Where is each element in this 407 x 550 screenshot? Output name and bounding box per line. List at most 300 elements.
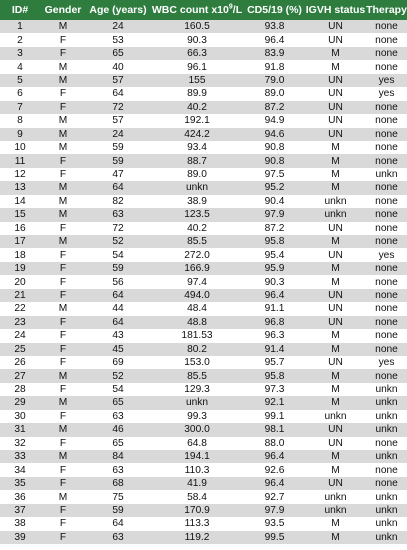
cell-age: 82 [86,195,150,208]
cell-cd5-19: 95.9 [244,262,305,275]
cell-cd5-19: 90.4 [244,195,305,208]
cell-gender: M [40,490,86,503]
cell-age: 56 [86,275,150,288]
cell-cd5-19: 97.9 [244,208,305,221]
table-row [0,450,407,463]
cell-age: 65 [86,396,150,409]
table-row [0,504,407,517]
cell-id: 29 [0,396,40,409]
cell-cd5-19: 91.1 [244,302,305,315]
cell-age: 52 [86,369,150,382]
cell-therapy: none [366,477,407,490]
cell-igvh: UN [305,437,366,450]
cell-wbc: unkn [150,181,244,194]
cell-cd5-19: 93.8 [244,20,305,33]
cell-therapy: unkn [366,383,407,396]
header-igvh: IGVH status [305,0,366,20]
cell-igvh: M [305,154,366,167]
cell-igvh: UN [305,316,366,329]
cell-age: 64 [86,316,150,329]
cell-igvh: M [305,463,366,476]
cell-cd5-19: 92.6 [244,463,305,476]
cell-cd5-19: 87.2 [244,222,305,235]
cell-cd5-19: 91.4 [244,343,305,356]
cell-age: 64 [86,517,150,530]
cell-gender: F [40,47,86,60]
cell-id: 9 [0,128,40,141]
cell-igvh: M [305,369,366,382]
table-row [0,289,407,302]
cell-wbc: 93.4 [150,141,244,154]
cell-therapy: none [366,275,407,288]
cell-id: 31 [0,423,40,436]
cell-cd5-19: 79.0 [244,74,305,87]
cell-igvh: M [305,181,366,194]
cell-gender: F [40,463,86,476]
cell-therapy: none [366,463,407,476]
cell-age: 68 [86,477,150,490]
cell-igvh: UN [305,74,366,87]
header-row [0,0,407,20]
cell-id: 14 [0,195,40,208]
cell-cd5-19: 92.1 [244,396,305,409]
cell-therapy: none [366,195,407,208]
cell-gender: F [40,101,86,114]
table-row [0,477,407,490]
cell-igvh: M [305,383,366,396]
cell-wbc: 155 [150,74,244,87]
cell-id: 38 [0,517,40,530]
cell-gender: M [40,74,86,87]
cell-therapy: none [366,329,407,342]
cell-gender: F [40,410,86,423]
cell-cd5-19: 83.9 [244,47,305,60]
cell-igvh: M [305,235,366,248]
cell-age: 24 [86,128,150,141]
header-cd5-19: CD5/19 (%) [244,0,305,20]
cell-gender: F [40,517,86,530]
cell-id: 32 [0,437,40,450]
cell-cd5-19: 98.1 [244,423,305,436]
table-row [0,20,407,33]
table-row [0,154,407,167]
cell-cd5-19: 94.6 [244,128,305,141]
cell-gender: M [40,208,86,221]
cell-cd5-19: 92.7 [244,490,305,503]
cell-id: 21 [0,289,40,302]
cell-cd5-19: 99.5 [244,531,305,544]
cell-age: 44 [86,302,150,315]
cell-wbc: 113.3 [150,517,244,530]
cell-therapy: none [366,128,407,141]
cell-cd5-19: 95.2 [244,181,305,194]
cell-cd5-19: 97.3 [244,383,305,396]
cell-therapy: yes [366,356,407,369]
cell-age: 63 [86,208,150,221]
table-row [0,47,407,60]
cell-id: 19 [0,262,40,275]
cell-gender: M [40,423,86,436]
cell-therapy: none [366,154,407,167]
table-row [0,490,407,503]
cell-wbc: 97.4 [150,275,244,288]
cell-gender: F [40,316,86,329]
table-row [0,114,407,127]
cell-cd5-19: 95.4 [244,248,305,261]
table-row [0,195,407,208]
cell-gender: M [40,195,86,208]
cell-cd5-19: 96.4 [244,289,305,302]
table-body [0,20,407,544]
cell-cd5-19: 95.8 [244,369,305,382]
table-row [0,410,407,423]
table-row [0,222,407,235]
cell-therapy: unkn [366,504,407,517]
cell-id: 35 [0,477,40,490]
cell-igvh: M [305,47,366,60]
cell-igvh: M [305,329,366,342]
cell-igvh: UN [305,423,366,436]
table-row [0,423,407,436]
cell-age: 53 [86,33,150,46]
cell-igvh: M [305,450,366,463]
cell-therapy: unkn [366,396,407,409]
cell-therapy: none [366,369,407,382]
cell-igvh: M [305,262,366,275]
cell-id: 23 [0,316,40,329]
cell-gender: M [40,20,86,33]
cell-cd5-19: 90.8 [244,141,305,154]
cell-age: 65 [86,47,150,60]
cell-age: 52 [86,235,150,248]
cell-therapy: none [366,114,407,127]
cell-wbc: 48.8 [150,316,244,329]
cell-therapy: none [366,208,407,221]
cell-gender: F [40,329,86,342]
cell-igvh: M [305,343,366,356]
cell-gender: F [40,33,86,46]
cell-id: 25 [0,343,40,356]
cell-igvh: UN [305,222,366,235]
cell-age: 72 [86,222,150,235]
cell-age: 59 [86,504,150,517]
cell-wbc: 85.5 [150,369,244,382]
cell-wbc: 40.2 [150,222,244,235]
cell-gender: F [40,437,86,450]
cell-cd5-19: 97.9 [244,504,305,517]
cell-gender: F [40,531,86,544]
cell-id: 10 [0,141,40,154]
cell-wbc: 96.1 [150,60,244,73]
cell-cd5-19: 97.5 [244,168,305,181]
table-row [0,235,407,248]
cell-cd5-19: 94.9 [244,114,305,127]
cell-igvh: UN [305,87,366,100]
table-row [0,168,407,181]
table-row [0,74,407,87]
cell-wbc: 424.2 [150,128,244,141]
cell-id: 39 [0,531,40,544]
cell-id: 22 [0,302,40,315]
header-id: ID# [0,0,40,20]
cell-cd5-19: 90.8 [244,154,305,167]
cell-igvh: unkn [305,195,366,208]
cell-therapy: unkn [366,168,407,181]
cell-age: 59 [86,262,150,275]
cell-therapy: yes [366,74,407,87]
cell-gender: M [40,369,86,382]
table-row [0,329,407,342]
cell-cd5-19: 95.8 [244,235,305,248]
table-row [0,128,407,141]
cell-id: 2 [0,33,40,46]
cell-age: 64 [86,181,150,194]
cell-igvh: UN [305,289,366,302]
cell-age: 59 [86,141,150,154]
table-row [0,181,407,194]
header-wbc-prefix: WBC count x10 [151,4,229,16]
header-age: Age (years) [86,0,150,20]
cell-age: 63 [86,410,150,423]
cell-id: 11 [0,154,40,167]
table-row [0,141,407,154]
cell-therapy: unkn [366,423,407,436]
cell-age: 54 [86,248,150,261]
cell-igvh: UN [305,302,366,315]
cell-id: 13 [0,181,40,194]
table-row [0,517,407,530]
cell-therapy: yes [366,87,407,100]
cell-id: 20 [0,275,40,288]
cell-therapy: unkn [366,490,407,503]
cell-igvh: UN [305,356,366,369]
cell-age: 59 [86,154,150,167]
cell-id: 1 [0,20,40,33]
cell-age: 43 [86,329,150,342]
cell-gender: M [40,141,86,154]
cell-therapy: unkn [366,450,407,463]
cell-id: 18 [0,248,40,261]
cell-therapy: none [366,289,407,302]
cell-wbc: 88.7 [150,154,244,167]
cell-wbc: 58.4 [150,490,244,503]
cell-wbc: 181.53 [150,329,244,342]
cell-id: 24 [0,329,40,342]
cell-igvh: M [305,275,366,288]
cell-igvh: UN [305,20,366,33]
cell-id: 33 [0,450,40,463]
cell-age: 46 [86,423,150,436]
cell-therapy: yes [366,248,407,261]
cell-gender: M [40,60,86,73]
cell-id: 17 [0,235,40,248]
table-row [0,356,407,369]
cell-age: 47 [86,168,150,181]
cell-wbc: 192.1 [150,114,244,127]
cell-igvh: M [305,531,366,544]
header-wbc-sup: 9 [228,3,233,11]
cell-cd5-19: 96.4 [244,33,305,46]
cell-gender: F [40,343,86,356]
cell-igvh: unkn [305,504,366,517]
cell-cd5-19: 96.4 [244,477,305,490]
cell-id: 28 [0,383,40,396]
cell-cd5-19: 87.2 [244,101,305,114]
cell-igvh: UN [305,128,366,141]
cell-therapy: unkn [366,531,407,544]
cell-therapy: none [366,47,407,60]
cell-gender: F [40,222,86,235]
cell-wbc: 64.8 [150,437,244,450]
cell-wbc: 123.5 [150,208,244,221]
table-row [0,437,407,450]
cell-age: 63 [86,531,150,544]
cell-wbc: 170.9 [150,504,244,517]
cell-igvh: unkn [305,490,366,503]
cell-wbc: unkn [150,396,244,409]
cell-age: 40 [86,60,150,73]
table-row [0,60,407,73]
cell-gender: F [40,383,86,396]
cell-gender: F [40,154,86,167]
cell-age: 69 [86,356,150,369]
cell-igvh: UN [305,101,366,114]
table-row [0,275,407,288]
cell-igvh: unkn [305,410,366,423]
cell-id: 5 [0,74,40,87]
table-row [0,302,407,315]
table-row [0,248,407,261]
table-row [0,383,407,396]
cell-id: 8 [0,114,40,127]
cell-id: 4 [0,60,40,73]
cell-id: 12 [0,168,40,181]
cell-therapy: none [366,316,407,329]
cell-wbc: 160.5 [150,20,244,33]
cell-gender: F [40,504,86,517]
table-row [0,316,407,329]
cell-gender: M [40,235,86,248]
cell-wbc: 300.0 [150,423,244,436]
cell-gender: M [40,396,86,409]
cell-igvh: UN [305,33,366,46]
cell-age: 64 [86,87,150,100]
cell-wbc: 99.3 [150,410,244,423]
cell-id: 3 [0,47,40,60]
cell-cd5-19: 96.8 [244,316,305,329]
cell-therapy: none [366,262,407,275]
cell-id: 6 [0,87,40,100]
cell-id: 7 [0,101,40,114]
cell-gender: M [40,114,86,127]
cell-cd5-19: 95.7 [244,356,305,369]
cell-wbc: 494.0 [150,289,244,302]
cell-igvh: M [305,396,366,409]
cell-wbc: 41.9 [150,477,244,490]
cell-gender: M [40,181,86,194]
cell-therapy: none [366,235,407,248]
cell-therapy: none [366,20,407,33]
cell-igvh: M [305,168,366,181]
cell-id: 34 [0,463,40,476]
cell-cd5-19: 91.8 [244,60,305,73]
cell-age: 64 [86,289,150,302]
cell-igvh: UN [305,477,366,490]
cell-age: 54 [86,383,150,396]
header-wbc [150,0,244,20]
cell-wbc: 40.2 [150,101,244,114]
cell-gender: F [40,356,86,369]
cell-wbc: 80.2 [150,343,244,356]
table-row [0,208,407,221]
cell-cd5-19: 89.0 [244,87,305,100]
cell-cd5-19: 96.4 [244,450,305,463]
cell-wbc: 272.0 [150,248,244,261]
header-gender: Gender [40,0,86,20]
cell-gender: F [40,262,86,275]
cell-wbc: 66.3 [150,47,244,60]
cell-age: 84 [86,450,150,463]
cell-wbc: 119.2 [150,531,244,544]
cell-wbc: 38.9 [150,195,244,208]
table-row [0,463,407,476]
table-header [0,0,407,20]
cell-age: 24 [86,20,150,33]
cell-igvh: M [305,517,366,530]
table-row [0,396,407,409]
cell-therapy: unkn [366,517,407,530]
cell-wbc: 194.1 [150,450,244,463]
cell-id: 16 [0,222,40,235]
table-row [0,262,407,275]
cell-age: 72 [86,101,150,114]
cell-id: 15 [0,208,40,221]
header-wbc-suffix: /L [232,4,243,16]
cell-gender: F [40,289,86,302]
table-row [0,33,407,46]
cell-id: 36 [0,490,40,503]
cell-igvh: M [305,60,366,73]
cell-therapy: none [366,101,407,114]
cell-age: 65 [86,437,150,450]
cell-gender: M [40,302,86,315]
cell-gender: F [40,248,86,261]
cell-gender: M [40,450,86,463]
cell-igvh: UN [305,114,366,127]
cell-age: 57 [86,74,150,87]
cell-age: 63 [86,463,150,476]
cell-cd5-19: 88.0 [244,437,305,450]
cell-id: 27 [0,369,40,382]
table-row [0,87,407,100]
header-therapy: Therapy [366,0,407,20]
cell-id: 37 [0,504,40,517]
cell-wbc: 90.3 [150,33,244,46]
cell-wbc: 153.0 [150,356,244,369]
cell-cd5-19: 99.1 [244,410,305,423]
cell-gender: F [40,168,86,181]
cell-cd5-19: 93.5 [244,517,305,530]
cell-wbc: 85.5 [150,235,244,248]
cell-wbc: 89.0 [150,168,244,181]
cell-therapy: none [366,437,407,450]
cell-wbc: 110.3 [150,463,244,476]
cell-cd5-19: 96.3 [244,329,305,342]
cell-therapy: none [366,33,407,46]
cell-wbc: 166.9 [150,262,244,275]
cell-igvh: M [305,141,366,154]
cell-therapy: unkn [366,410,407,423]
